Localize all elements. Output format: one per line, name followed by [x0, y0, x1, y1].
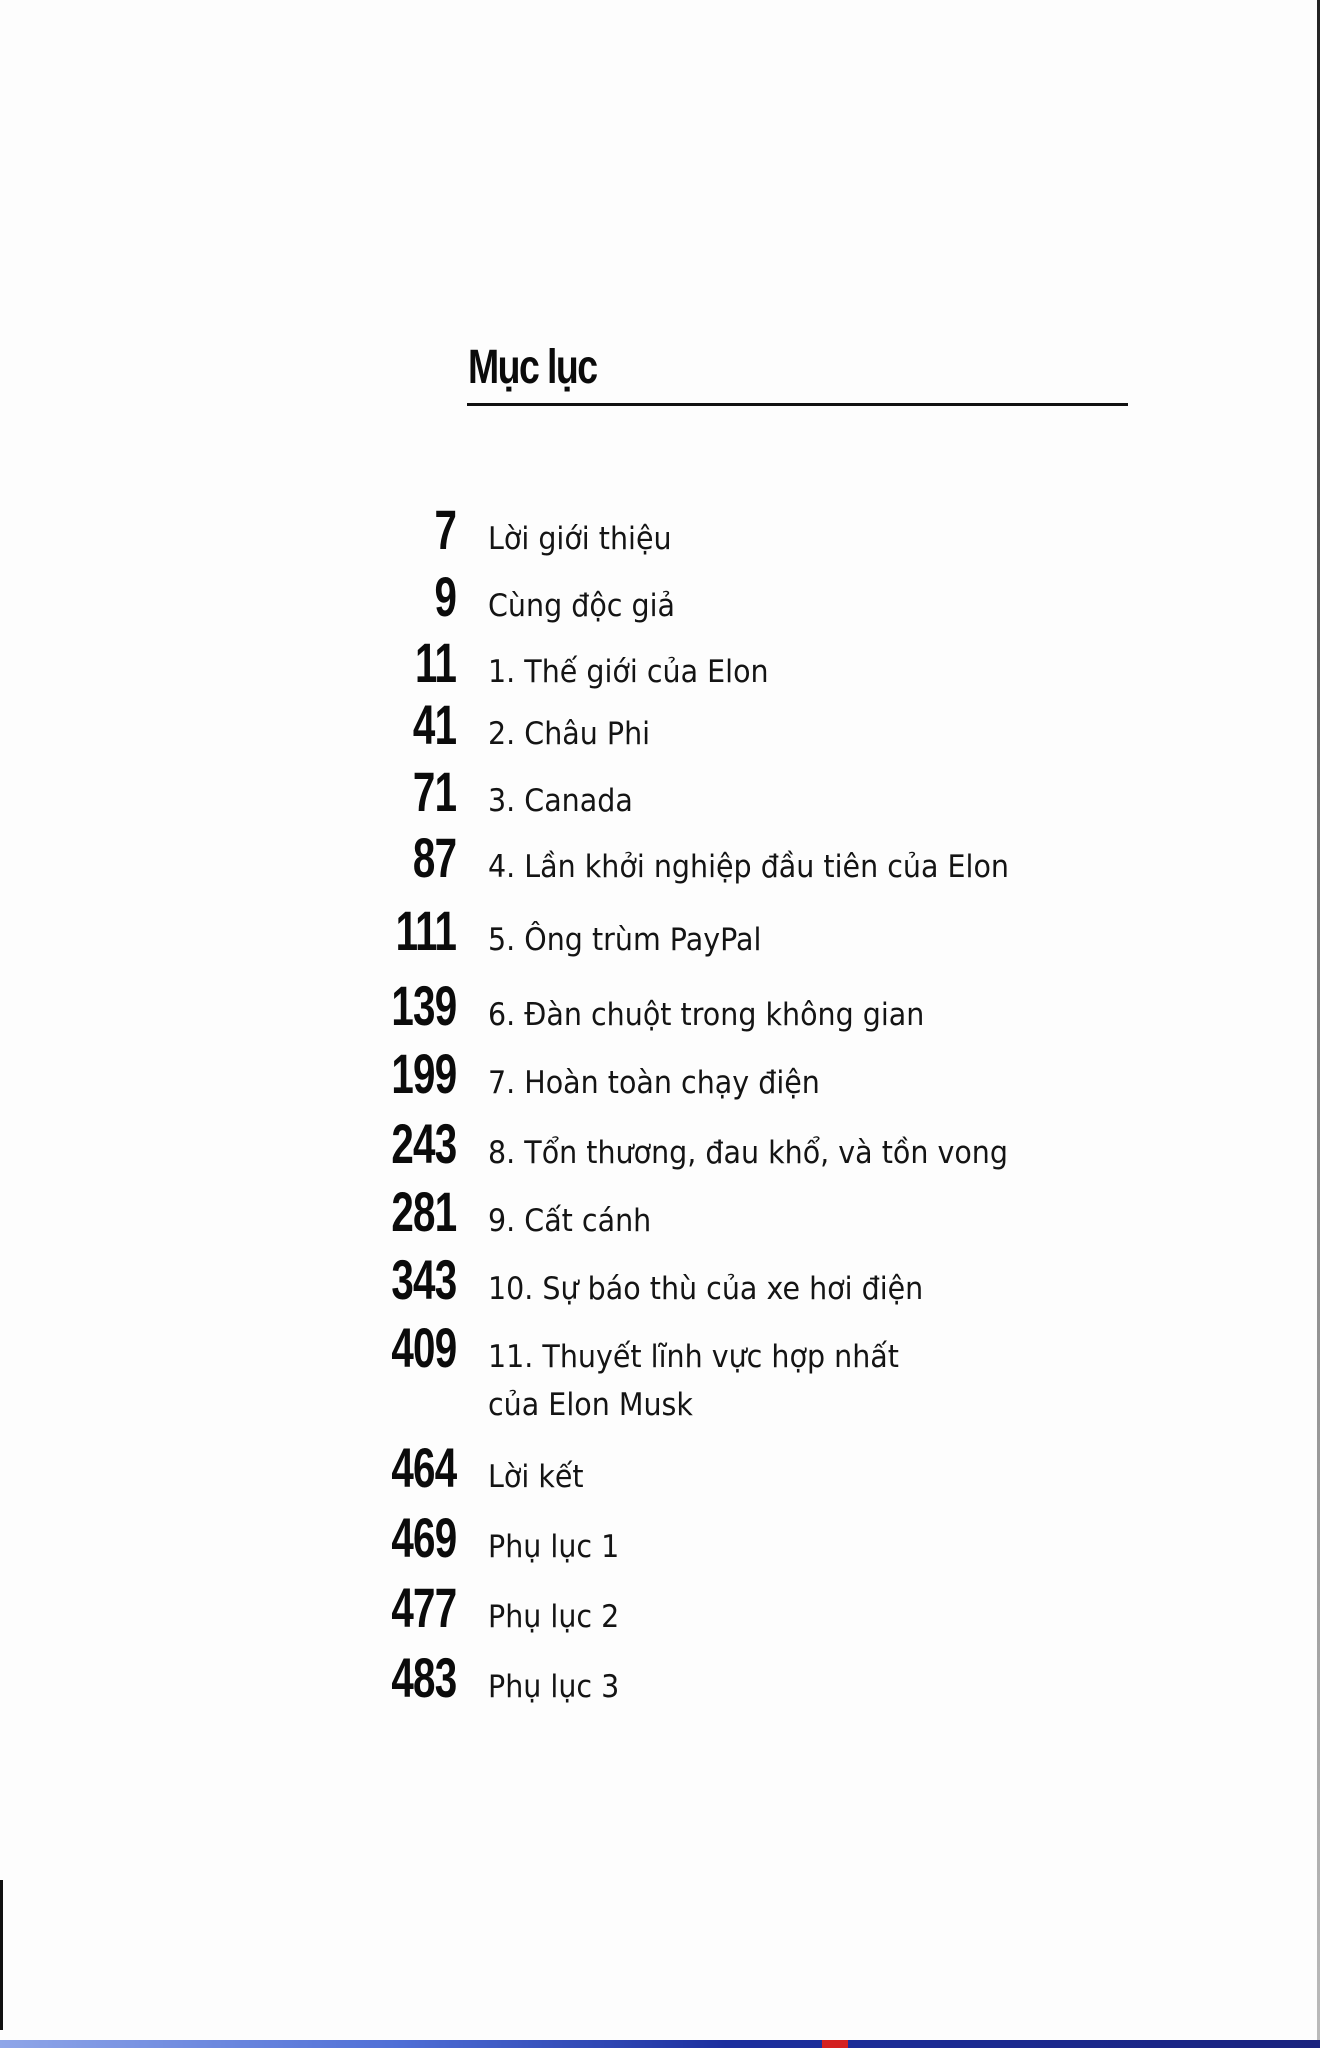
entry-title: 3. Canada	[488, 783, 633, 819]
entry-title: 11. Thuyết lĩnh vực hợp nhất	[488, 1339, 899, 1375]
background-strip	[0, 2040, 1320, 2048]
toc-title: Mục lục	[468, 341, 597, 394]
entry-title-continued: của Elon Musk	[488, 1387, 693, 1423]
entry-title: 10. Sự báo thù của xe hơi điện	[488, 1271, 924, 1307]
entry-title: Phụ lục 1	[488, 1529, 620, 1565]
page-number: 243	[390, 1112, 456, 1175]
page-number: 464	[390, 1436, 456, 1499]
page-number: 477	[390, 1576, 456, 1639]
page-number: 343	[390, 1248, 456, 1311]
entry-title: Lời kết	[488, 1459, 584, 1495]
entry-title: Phụ lục 2	[488, 1599, 620, 1635]
entry-title: 2. Châu Phi	[488, 716, 651, 752]
entry-title: Cùng độc giả	[488, 588, 676, 624]
page-number: 11	[414, 631, 456, 694]
page-number: 87	[412, 826, 456, 889]
entry-title: 6. Đàn chuột trong không gian	[488, 997, 925, 1033]
page-number: 9	[434, 565, 456, 628]
page-left-edge	[0, 1880, 3, 2030]
entry-title: 7. Hoàn toàn chạy điện	[488, 1065, 820, 1101]
page-number: 281	[390, 1180, 456, 1243]
entry-title: 9. Cất cánh	[488, 1203, 652, 1239]
page-number: 71	[412, 760, 456, 823]
page-number: 199	[390, 1042, 456, 1105]
page-number: 111	[395, 899, 456, 962]
page-number: 483	[390, 1646, 456, 1709]
entry-title: Phụ lục 3	[488, 1669, 620, 1705]
entry-title: Lời giới thiệu	[488, 521, 672, 557]
page-number: 41	[412, 693, 456, 756]
title-underline	[467, 403, 1128, 406]
page-number: 139	[390, 974, 456, 1037]
entry-title: 4. Lần khởi nghiệp đầu tiên của Elon	[488, 849, 1009, 885]
page-number: 7	[434, 498, 456, 561]
background-mark	[822, 2040, 848, 2048]
entry-title: 5. Ông trùm PayPal	[488, 922, 762, 958]
entry-title: 8. Tổn thương, đau khổ, và tồn vong	[488, 1135, 1008, 1171]
page-number: 469	[390, 1506, 456, 1569]
page-number: 409	[390, 1316, 456, 1379]
entry-title: 1. Thế giới của Elon	[488, 654, 769, 690]
